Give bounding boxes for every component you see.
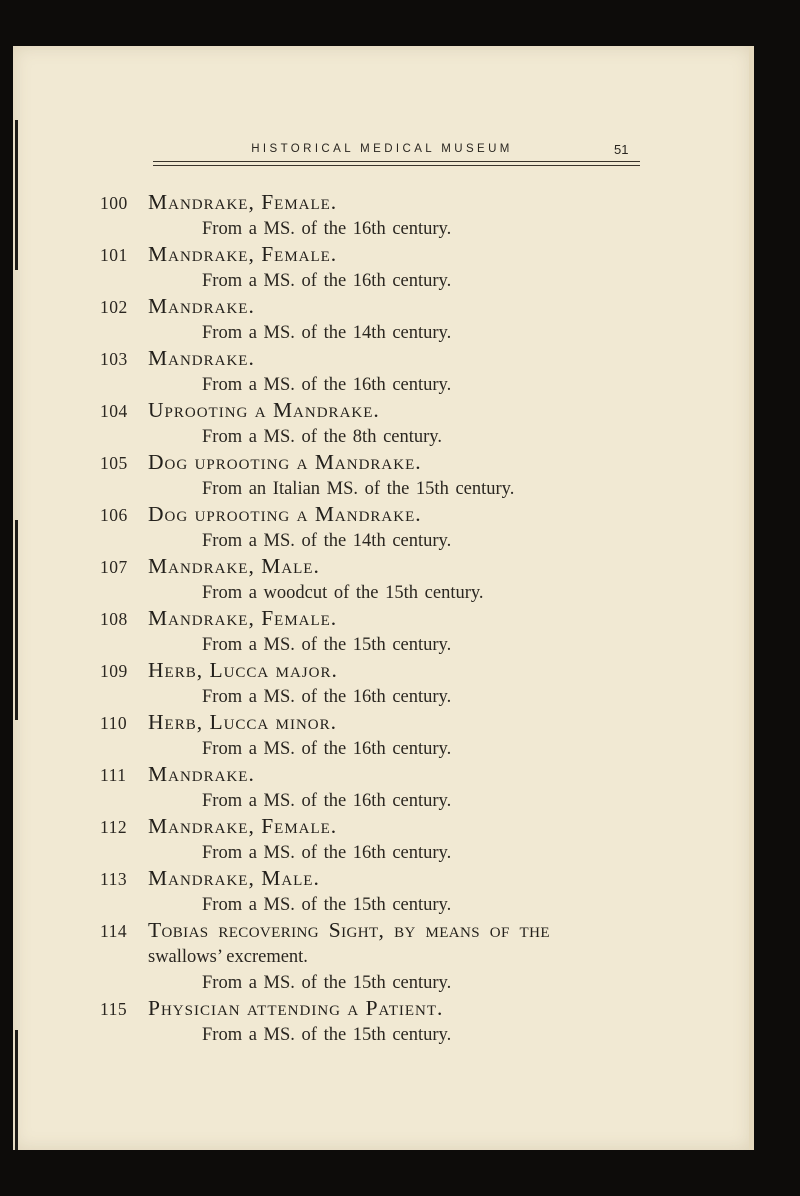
entry-source: From a MS. of the 16th century. [202, 375, 452, 395]
header-rule-top [153, 161, 640, 162]
binding-shadow [15, 120, 18, 270]
entry-title: Dog uprooting a Mandrake. [148, 502, 422, 526]
entry-number: 102 [100, 297, 128, 317]
entry-source: From a MS. of the 15th century. [202, 1025, 452, 1045]
entry-title: Mandrake. [148, 294, 255, 318]
entry-title: Uprooting a Mandrake. [148, 398, 380, 422]
entry-source: From a MS. of the 16th century. [202, 843, 452, 863]
binding-shadow [15, 1030, 18, 1150]
entry-title: Tobias recovering Sight, by means of the [148, 918, 550, 942]
entry-source: From a MS. of the 15th century. [202, 635, 452, 655]
entry-title: Physician attending a Patient. [148, 996, 444, 1020]
entry-number: 104 [100, 401, 128, 421]
entry-source: From a MS. of the 8th century. [202, 427, 442, 447]
entry-title-continuation: swallows’ excrement. [148, 947, 308, 967]
running-head: HISTORICAL MEDICAL MUSEUM [251, 143, 513, 155]
entry-source: From a MS. of the 14th century. [202, 323, 452, 343]
entry-source: From a MS. of the 14th century. [202, 531, 452, 551]
entry-title: Mandrake, Female. [148, 606, 338, 630]
entry-source: From a MS. of the 16th century. [202, 271, 452, 291]
entry-number: 108 [100, 609, 128, 629]
entry-number: 100 [100, 193, 128, 213]
header-rule-bottom [153, 165, 640, 166]
entry-number: 113 [100, 869, 128, 889]
entry-source: From a MS. of the 16th century. [202, 739, 452, 759]
book-page [13, 46, 751, 1150]
entry-source: From a MS. of the 15th century. [202, 895, 452, 915]
entry-number: 103 [100, 349, 128, 369]
entry-number: 114 [100, 921, 128, 941]
entry-source: From a MS. of the 16th century. [202, 791, 452, 811]
entry-source: From a woodcut of the 15th century. [202, 583, 484, 603]
entry-title: Mandrake. [148, 762, 255, 786]
entry-number: 105 [100, 453, 128, 473]
entry-number: 112 [100, 817, 128, 837]
page-edge [749, 46, 754, 1150]
entry-source: From a MS. of the 16th century. [202, 219, 452, 239]
entry-source: From a MS. of the 15th century. [202, 973, 452, 993]
entry-title: Mandrake, Male. [148, 866, 320, 890]
entry-number: 115 [100, 999, 128, 1019]
entry-number: 111 [100, 765, 127, 785]
entry-title: Herb, Lucca minor. [148, 710, 338, 734]
entry-number: 107 [100, 557, 128, 577]
entry-title: Mandrake, Male. [148, 554, 320, 578]
entry-title: Mandrake. [148, 346, 255, 370]
entry-number: 110 [100, 713, 128, 733]
entry-title: Dog uprooting a Mandrake. [148, 450, 422, 474]
page-number: 51 [614, 142, 629, 157]
entry-source: From a MS. of the 16th century. [202, 687, 452, 707]
entry-source: From an Italian MS. of the 15th century. [202, 479, 515, 499]
entry-number: 109 [100, 661, 128, 681]
entry-title: Mandrake, Female. [148, 190, 338, 214]
entry-number: 101 [100, 245, 128, 265]
binding-shadow [15, 520, 18, 720]
entry-title: Mandrake, Female. [148, 242, 338, 266]
entry-number: 106 [100, 505, 128, 525]
entry-title: Mandrake, Female. [148, 814, 338, 838]
entry-title: Herb, Lucca major. [148, 658, 338, 682]
